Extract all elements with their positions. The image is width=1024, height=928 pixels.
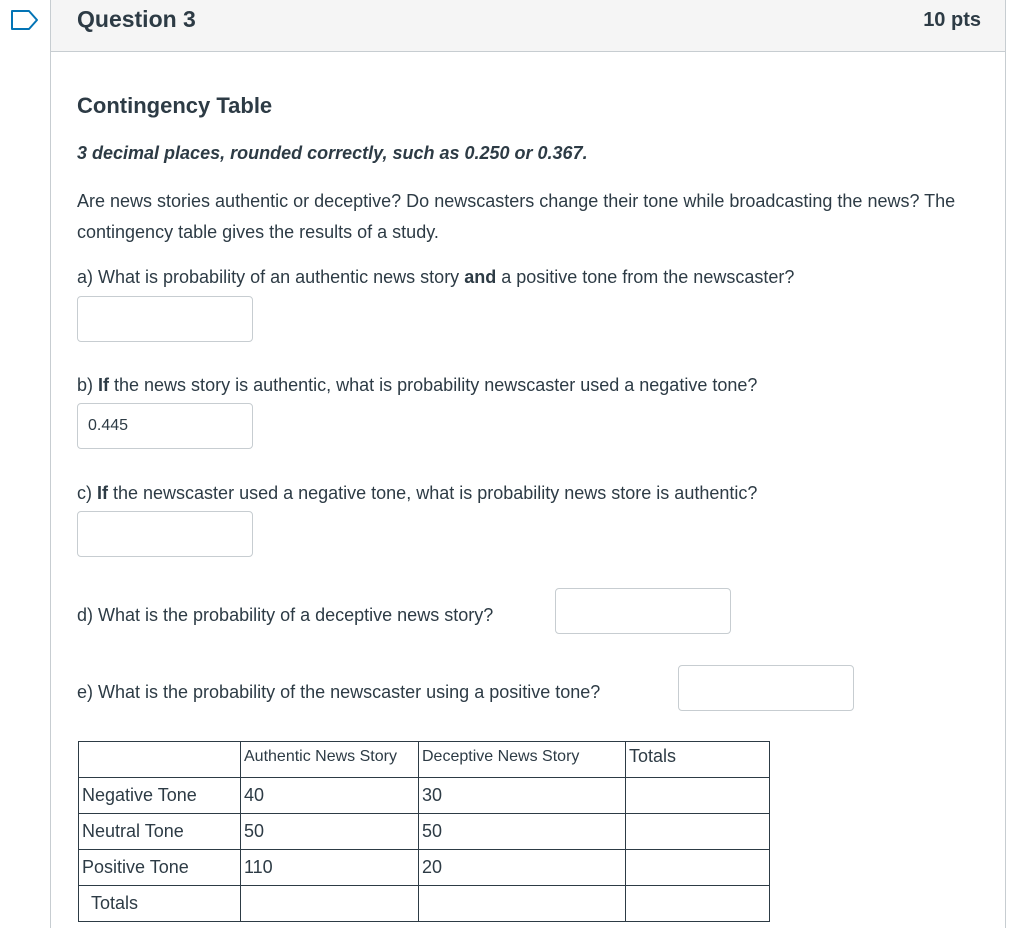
rounding-note: 3 decimal places, rounded correctly, such as 0.250 or 0.367. [77, 143, 588, 163]
row-label: Totals [79, 886, 241, 922]
part-b-prompt: b) If the news story is authentic, what is probability newscaster used a negative tone? [77, 375, 758, 395]
cell-deceptive: 20 [419, 850, 626, 886]
question-header [51, 0, 1005, 52]
bookmark-flag-icon [10, 9, 40, 31]
cell-total [626, 886, 770, 922]
cell-total [626, 814, 770, 850]
cell-deceptive [419, 886, 626, 922]
table-row [79, 814, 770, 850]
cell-total [626, 850, 770, 886]
part-a-answer-input[interactable] [77, 296, 253, 342]
part-c-prompt: c) If the newscaster used a negative tone, what is probability news store is authentic? [77, 483, 758, 503]
question-title: Question 3 [77, 6, 196, 32]
part-e-answer-input[interactable] [678, 665, 854, 711]
cell-deceptive: 30 [419, 778, 626, 814]
part-a-prompt: a) What is probability of an authentic news story and a positive tone from the newscaster? [77, 267, 795, 287]
table-header-corner [79, 742, 241, 778]
part-b-answer-input[interactable] [77, 403, 253, 449]
cell-authentic [241, 886, 419, 922]
cell-authentic: 50 [241, 814, 419, 850]
contingency-table [78, 741, 770, 922]
intro-paragraph: Are news stories authentic or deceptive? Do newscasters change their tone while broadcasting the news? The contingency table gives the results of a study. [77, 191, 956, 242]
part-c-answer-input[interactable] [77, 511, 253, 557]
row-label: Negative Tone [79, 778, 241, 814]
flag-question-button[interactable] [0, 0, 50, 40]
table-header-totals: Totals [626, 742, 770, 778]
question-points: 10 pts [923, 9, 981, 31]
section-heading: Contingency Table [77, 93, 273, 118]
row-label: Neutral Tone [79, 814, 241, 850]
table-row [79, 850, 770, 886]
table-header-authentic: Authentic News Story [241, 742, 419, 778]
part-d-prompt: d) What is the probability of a deceptive news story? [77, 605, 494, 625]
part-e-prompt: e) What is the probability of the newscaster using a positive tone? [77, 682, 601, 702]
table-row [79, 886, 770, 922]
row-label: Positive Tone [79, 850, 241, 886]
question-card [50, 0, 1006, 928]
part-d-answer-input[interactable] [555, 588, 731, 634]
cell-authentic: 40 [241, 778, 419, 814]
cell-deceptive: 50 [419, 814, 626, 850]
table-header-deceptive: Deceptive News Story [419, 742, 626, 778]
cell-total [626, 778, 770, 814]
table-row [79, 778, 770, 814]
table-header-row [79, 742, 770, 778]
cell-authentic: 110 [241, 850, 419, 886]
